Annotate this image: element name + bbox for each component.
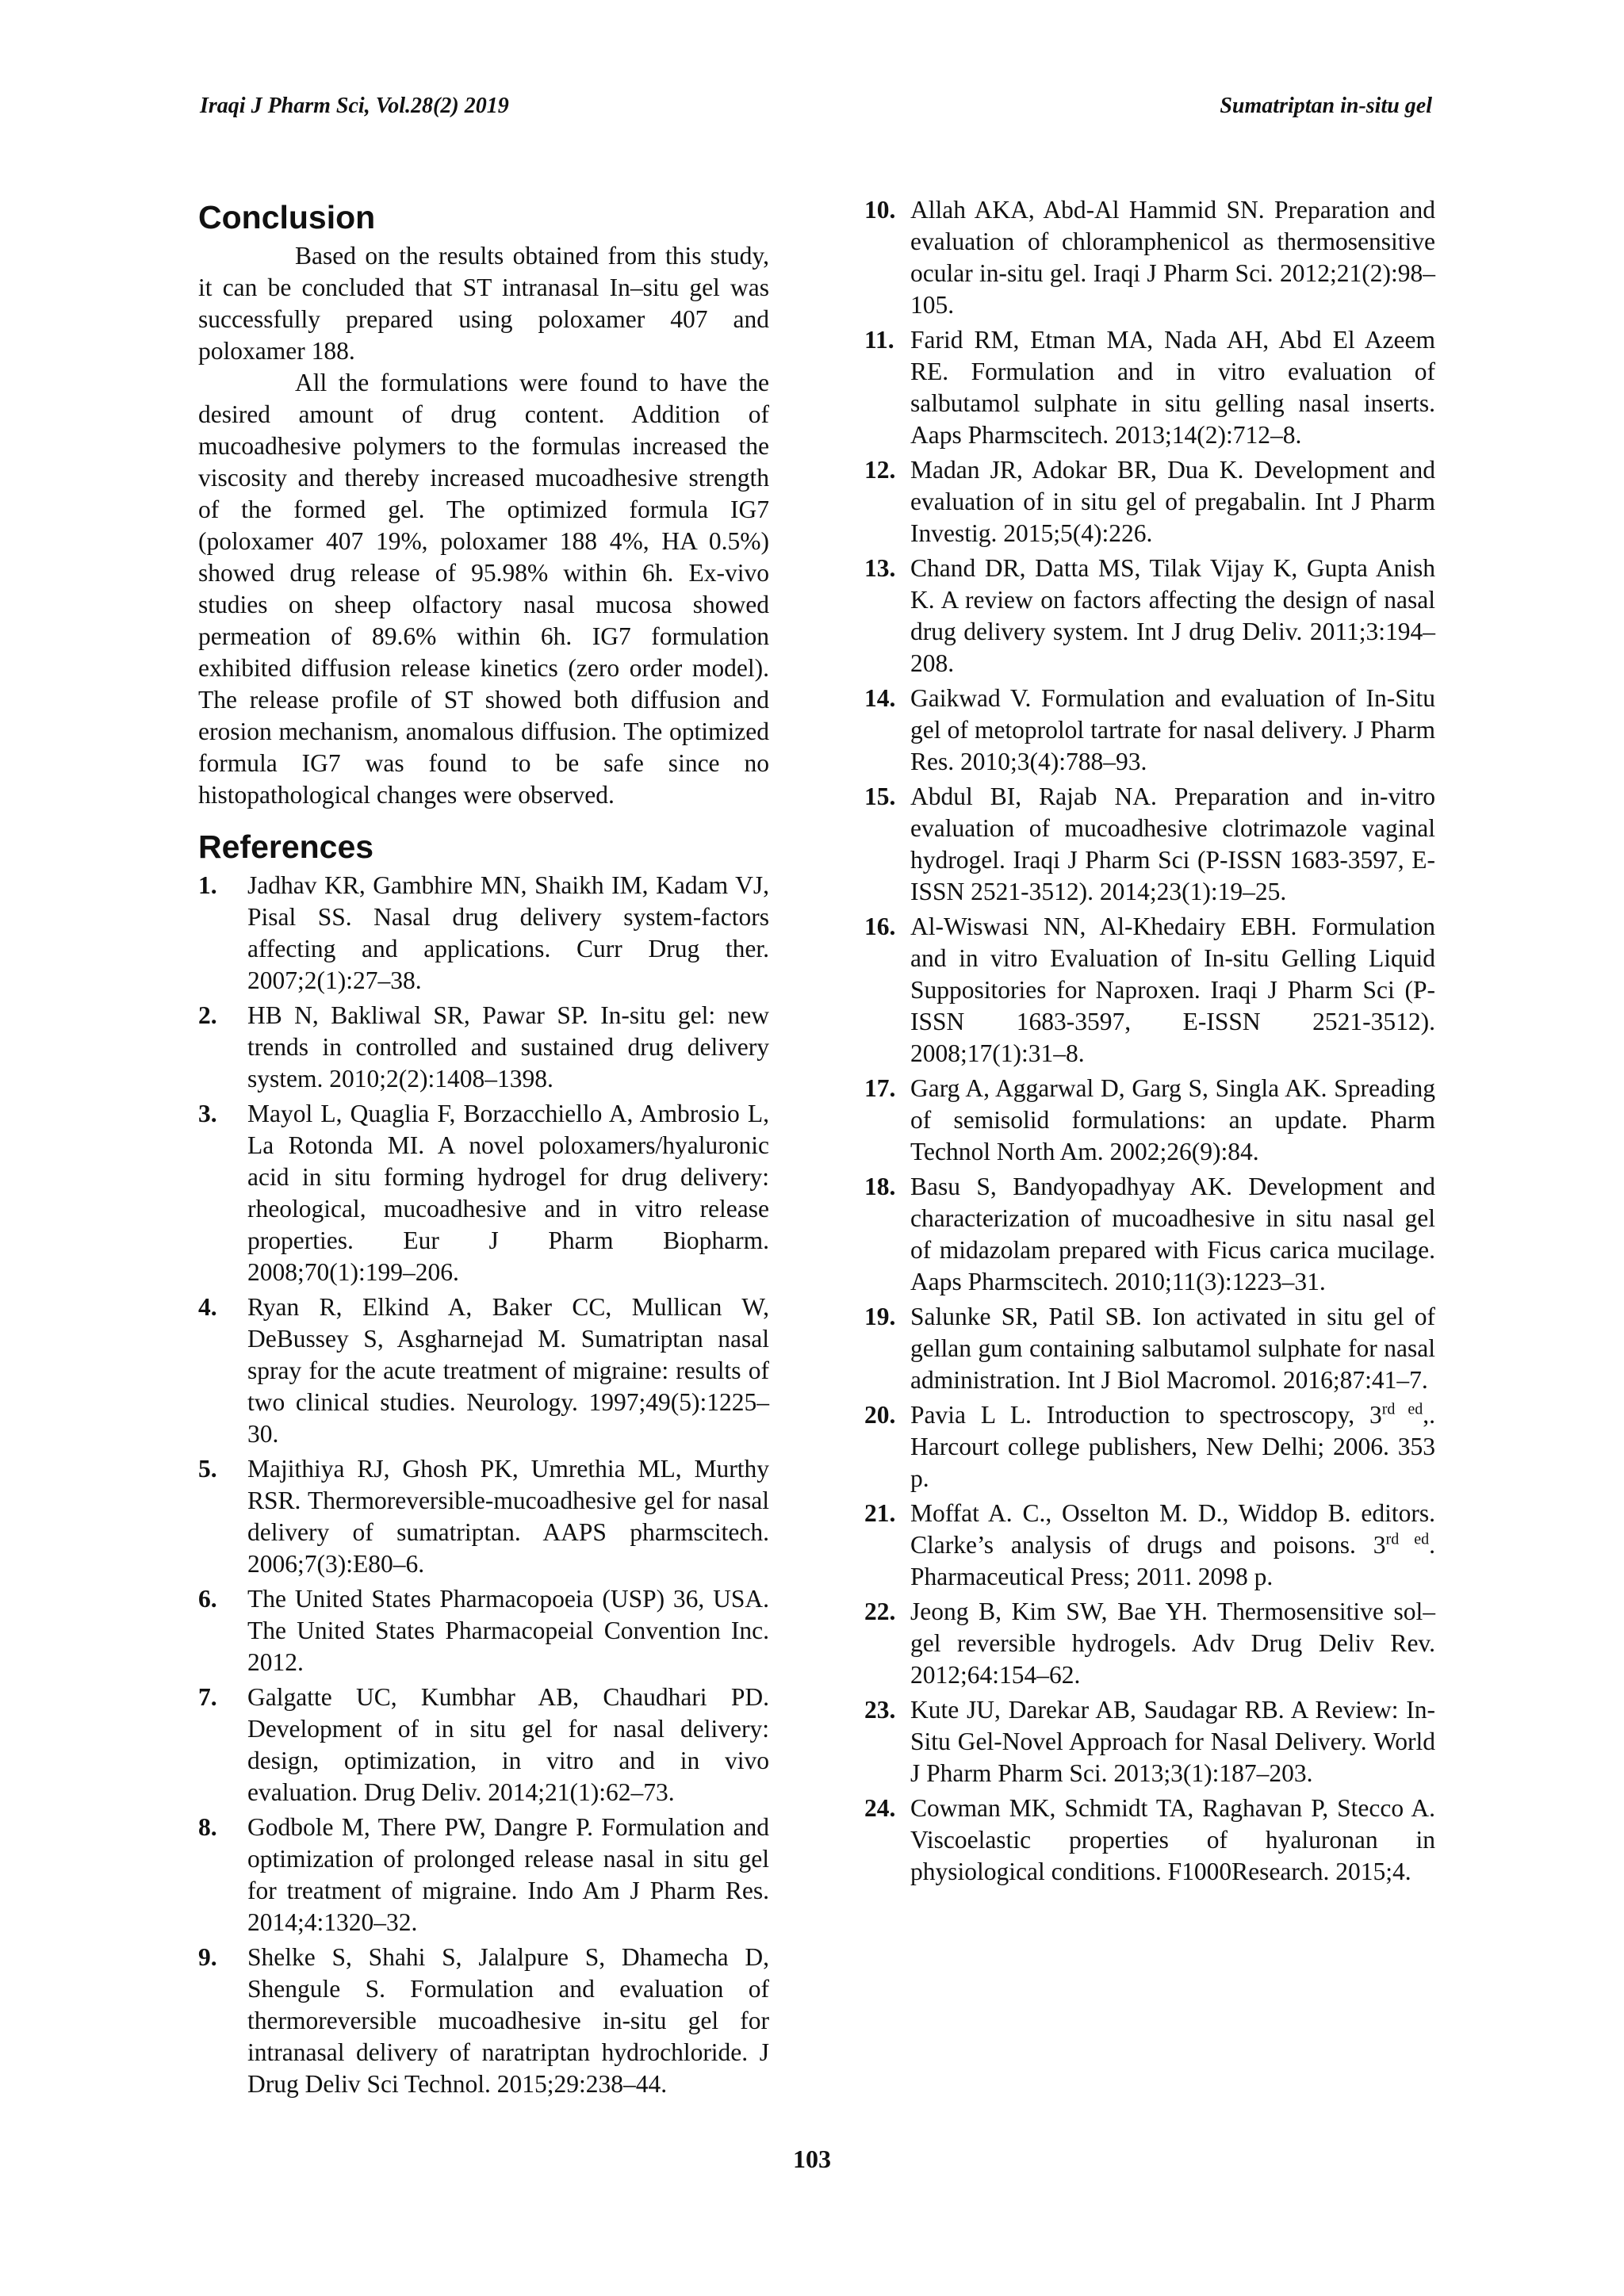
page-number: 103 <box>793 2145 831 2173</box>
edition-superscript: rd ed <box>1381 1400 1423 1418</box>
reference-item <box>864 911 1435 1070</box>
reference-item <box>864 1399 1435 1494</box>
reference-text: HB N, Bakliwal SR, Pawar SP. In-situ gel: new trends in controlled and sustained drug delivery system. 2010;2(2):1408–1398. <box>247 1001 769 1093</box>
reference-text: Al-Wiswasi NN, Al-Khedairy EBH. Formulation and in vitro Evaluation of In-situ Gelling Liquid Suppositories for Naproxen. Iraqi J Pharm Sci (P-ISSN 1683-3597, E-ISSN 2521-3512). 2008;17(1):31–8. <box>910 913 1435 1067</box>
reference-item <box>864 454 1435 549</box>
reference-number: 1. <box>198 871 217 899</box>
reference-text-part: ,. Harcourt college publishers, New Delhi; 2006. 353 p. <box>910 1401 1435 1492</box>
reference-text <box>910 1498 1435 1593</box>
reference-number: 14. <box>864 684 896 712</box>
reference-number: 12. <box>864 456 896 484</box>
reference-number: 17. <box>864 1074 896 1102</box>
reference-number: 18. <box>864 1173 896 1200</box>
reference-text: Ryan R, Elkind A, Baker CC, Mullican W, DeBussey S, Asgharnejad M. Sumatriptan nasal spray for the acute treatment of migraine: results of two clinical studies. Neurology. 1997;49(5):1225–30. <box>247 1293 769 1448</box>
reference-number: 16. <box>864 913 896 940</box>
reference-item <box>198 1453 769 1580</box>
edition-superscript: rd ed <box>1385 1530 1430 1548</box>
reference-text: Cowman MK, Schmidt TA, Raghavan P, Stecco A. Viscoelastic properties of hyaluronan in physiological conditions. F1000Research. 2015;4. <box>910 1794 1435 1885</box>
reference-text: Gaikwad V. Formulation and evaluation of In-Situ gel of metoprolol tartrate for nasal delivery. J Pharm Res. 2010;3(4):788–93. <box>910 684 1435 775</box>
reference-text-part: Moffat A. C., Osselton M. D., Widdop B. editors. Clarke’s analysis of drugs and poisons. 3 <box>910 1499 1435 1559</box>
references-heading: References <box>198 828 374 865</box>
reference-item <box>864 553 1435 679</box>
reference-number: 19. <box>864 1303 896 1330</box>
reference-item <box>198 1292 769 1450</box>
reference-text: Abdul BI, Rajab NA. Preparation and in-vitro evaluation of mucoadhesive clotrimazole vaginal hydrogel. Iraqi J Pharm Sci (P-ISSN 1683-3597, E-ISSN 2521-3512). 2014;23(1):19–25. <box>910 783 1435 905</box>
reference-text: Basu S, Bandyopadhyay AK. Development and characterization of mucoadhesive in situ nasal gel of midazolam prepared with Ficus carica mucilage. Aaps Pharmscitech. 2010;11(3):1223–31. <box>910 1173 1435 1295</box>
running-header <box>200 94 1432 119</box>
reference-item <box>198 1098 769 1288</box>
reference-text: Shelke S, Shahi S, Jalalpure S, Dhamecha D, Shengule S. Formulation and evaluation of thermoreversible mucoadhesive in-situ gel for intranasal delivery of naratriptan hydrochloride. J Drug Deliv Sci Technol. 2015;29:238–44. <box>247 1943 769 2098</box>
reference-item <box>864 1171 1435 1298</box>
conclusion-heading: Conclusion <box>198 199 376 235</box>
reference-text-part: . Pharmaceutical Press; 2011. 2098 p. <box>910 1531 1435 1590</box>
reference-item <box>864 781 1435 908</box>
reference-number: 11. <box>864 326 894 354</box>
reference-text: Galgatte UC, Kumbhar AB, Chaudhari PD. Development of in situ gel for nasal delivery: design, optimization, in vitro and in vivo evaluation. Drug Deliv. 2014;21(1):62–73. <box>247 1683 769 1806</box>
reference-number: 20. <box>864 1401 896 1429</box>
reference-number: 6. <box>198 1585 217 1613</box>
reference-text-part: Pavia L L. Introduction to spectroscopy, 3 <box>910 1401 1382 1429</box>
conclusion-paragraph: Based on the results obtained from this study, it can be concluded that ST intranasal In–situ gel was successfully prepared using poloxamer 407 and poloxamer 188. <box>198 242 769 365</box>
reference-number: 23. <box>864 1696 896 1724</box>
reference-item <box>864 1498 1435 1593</box>
reference-item <box>864 1694 1435 1789</box>
reference-number: 24. <box>864 1794 896 1822</box>
reference-text: Chand DR, Datta MS, Tilak Vijay K, Gupta Anish K. A review on factors affecting the design of nasal drug delivery system. Int J drug Deliv. 2011;3:194–208. <box>910 554 1435 677</box>
left-column <box>198 194 769 2103</box>
reference-list-right <box>864 194 1435 1888</box>
reference-item <box>198 1812 769 1938</box>
reference-text: Mayol L, Quaglia F, Borzacchiello A, Ambrosio L, La Rotonda MI. A novel poloxamers/hyaluronic acid in situ forming hydrogel for drug delivery: rheological, mucoadhesive and in vitro release properties. Eur J Pharm Biopharm. 2008;70(1):199–206. <box>247 1100 769 1286</box>
running-title: Sumatriptan in-situ gel <box>1220 94 1432 118</box>
reference-text: Godbole M, There PW, Dangre P. Formulation and optimization of prolonged release nasal in situ gel for treatment of migraine. Indo Am J Pharm Res. 2014;4:1320–32. <box>247 1813 769 1936</box>
reference-item <box>864 324 1435 451</box>
reference-number: 8. <box>198 1813 217 1841</box>
reference-text: Salunke SR, Patil SB. Ion activated in situ gel of gellan gum containing salbutamol sulphate for nasal administration. Int J Biol Macromol. 2016;87:41–7. <box>910 1303 1435 1394</box>
reference-number: 9. <box>198 1943 217 1971</box>
journal-citation: Iraqi J Pharm Sci, Vol.28(2) 2019 <box>200 94 509 118</box>
reference-item <box>864 1073 1435 1168</box>
reference-text: Jadhav KR, Gambhire MN, Shaikh IM, Kadam VJ, Pisal SS. Nasal drug delivery system-factors affecting and applications. Curr Drug ther. 2007;2(1):27–38. <box>247 871 769 994</box>
reference-text: Garg A, Aggarwal D, Garg S, Singla AK. Spreading of semisolid formulations: an update. Pharm Technol North Am. 2002;26(9):84. <box>910 1074 1435 1165</box>
reference-item <box>198 1682 769 1808</box>
reference-text: Kute JU, Darekar AB, Saudagar RB. A Review: In-Situ Gel-Novel Approach for Nasal Delivery. World J Pharm Pharm Sci. 2013;3(1):187–203. <box>910 1696 1435 1787</box>
reference-item <box>864 194 1435 321</box>
reference-item <box>198 870 769 997</box>
reference-item <box>198 1942 769 2100</box>
reference-number: 4. <box>198 1293 217 1321</box>
reference-number: 21. <box>864 1499 896 1527</box>
reference-text: Jeong B, Kim SW, Bae YH. Thermosensitive sol–gel reversible hydrogels. Adv Drug Deliv Rev. 2012;64:154–62. <box>910 1598 1435 1689</box>
reference-number: 5. <box>198 1455 217 1483</box>
right-column <box>864 194 1435 1891</box>
reference-text: Majithiya RJ, Ghosh PK, Umrethia ML, Murthy RSR. Thermoreversible-mucoadhesive gel for nasal delivery of sumatriptan. AAPS pharmscitech. 2006;7(3):E80–6. <box>247 1455 769 1578</box>
reference-text: Farid RM, Etman MA, Nada AH, Abd El Azeem RE. Formulation and in vitro evaluation of salbutamol sulphate in situ gelling nasal inserts. Aaps Pharmscitech. 2013;14(2):712–8. <box>910 326 1435 449</box>
reference-number: 2. <box>198 1001 217 1029</box>
reference-number: 13. <box>864 554 896 582</box>
reference-text: Madan JR, Adokar BR, Dua K. Development and evaluation of in situ gel of pregabalin. Int J Pharm Investig. 2015;5(4):226. <box>910 456 1435 547</box>
reference-number: 3. <box>198 1100 217 1127</box>
reference-number: 10. <box>864 196 896 224</box>
reference-number: 15. <box>864 783 896 810</box>
reference-item <box>198 1583 769 1678</box>
reference-item <box>198 1000 769 1095</box>
reference-text <box>910 1399 1435 1494</box>
reference-number: 7. <box>198 1683 217 1711</box>
reference-item <box>864 1793 1435 1888</box>
reference-item <box>864 1596 1435 1691</box>
conclusion-paragraph: All the formulations were found to have the desired amount of drug content. Addition of mucoadhesive polymers to the formulas increased the viscosity and thereby increased mucoadhesive strength of the formed gel. The optimized formula IG7 (poloxamer 407 19%, poloxamer 188 4%, HA 0.5%) showed drug release of 95.98% within 6h. Ex-vivo studies on sheep olfactory nasal mucosa showed permeation of 89.6% within 6h. IG7 formulation exhibited diffusion release kinetics (zero order model). The release profile of ST showed both diffusion and erosion mechanism, anomalous diffusion. The optimized formula IG7 was found to be safe since no histopathological changes were observed. <box>198 369 769 809</box>
reference-item <box>864 683 1435 778</box>
reference-number: 22. <box>864 1598 896 1625</box>
reference-list-left <box>198 870 769 2100</box>
reference-text: Allah AKA, Abd-Al Hammid SN. Preparation and evaluation of chloramphenicol as thermosensitive ocular in-situ gel. Iraqi J Pharm Sci. 2012;21(2):98–105. <box>910 196 1435 319</box>
reference-text: The United States Pharmacopoeia (USP) 36, USA. The United States Pharmacopeial Convention Inc. 2012. <box>247 1585 769 1676</box>
reference-item <box>864 1301 1435 1396</box>
